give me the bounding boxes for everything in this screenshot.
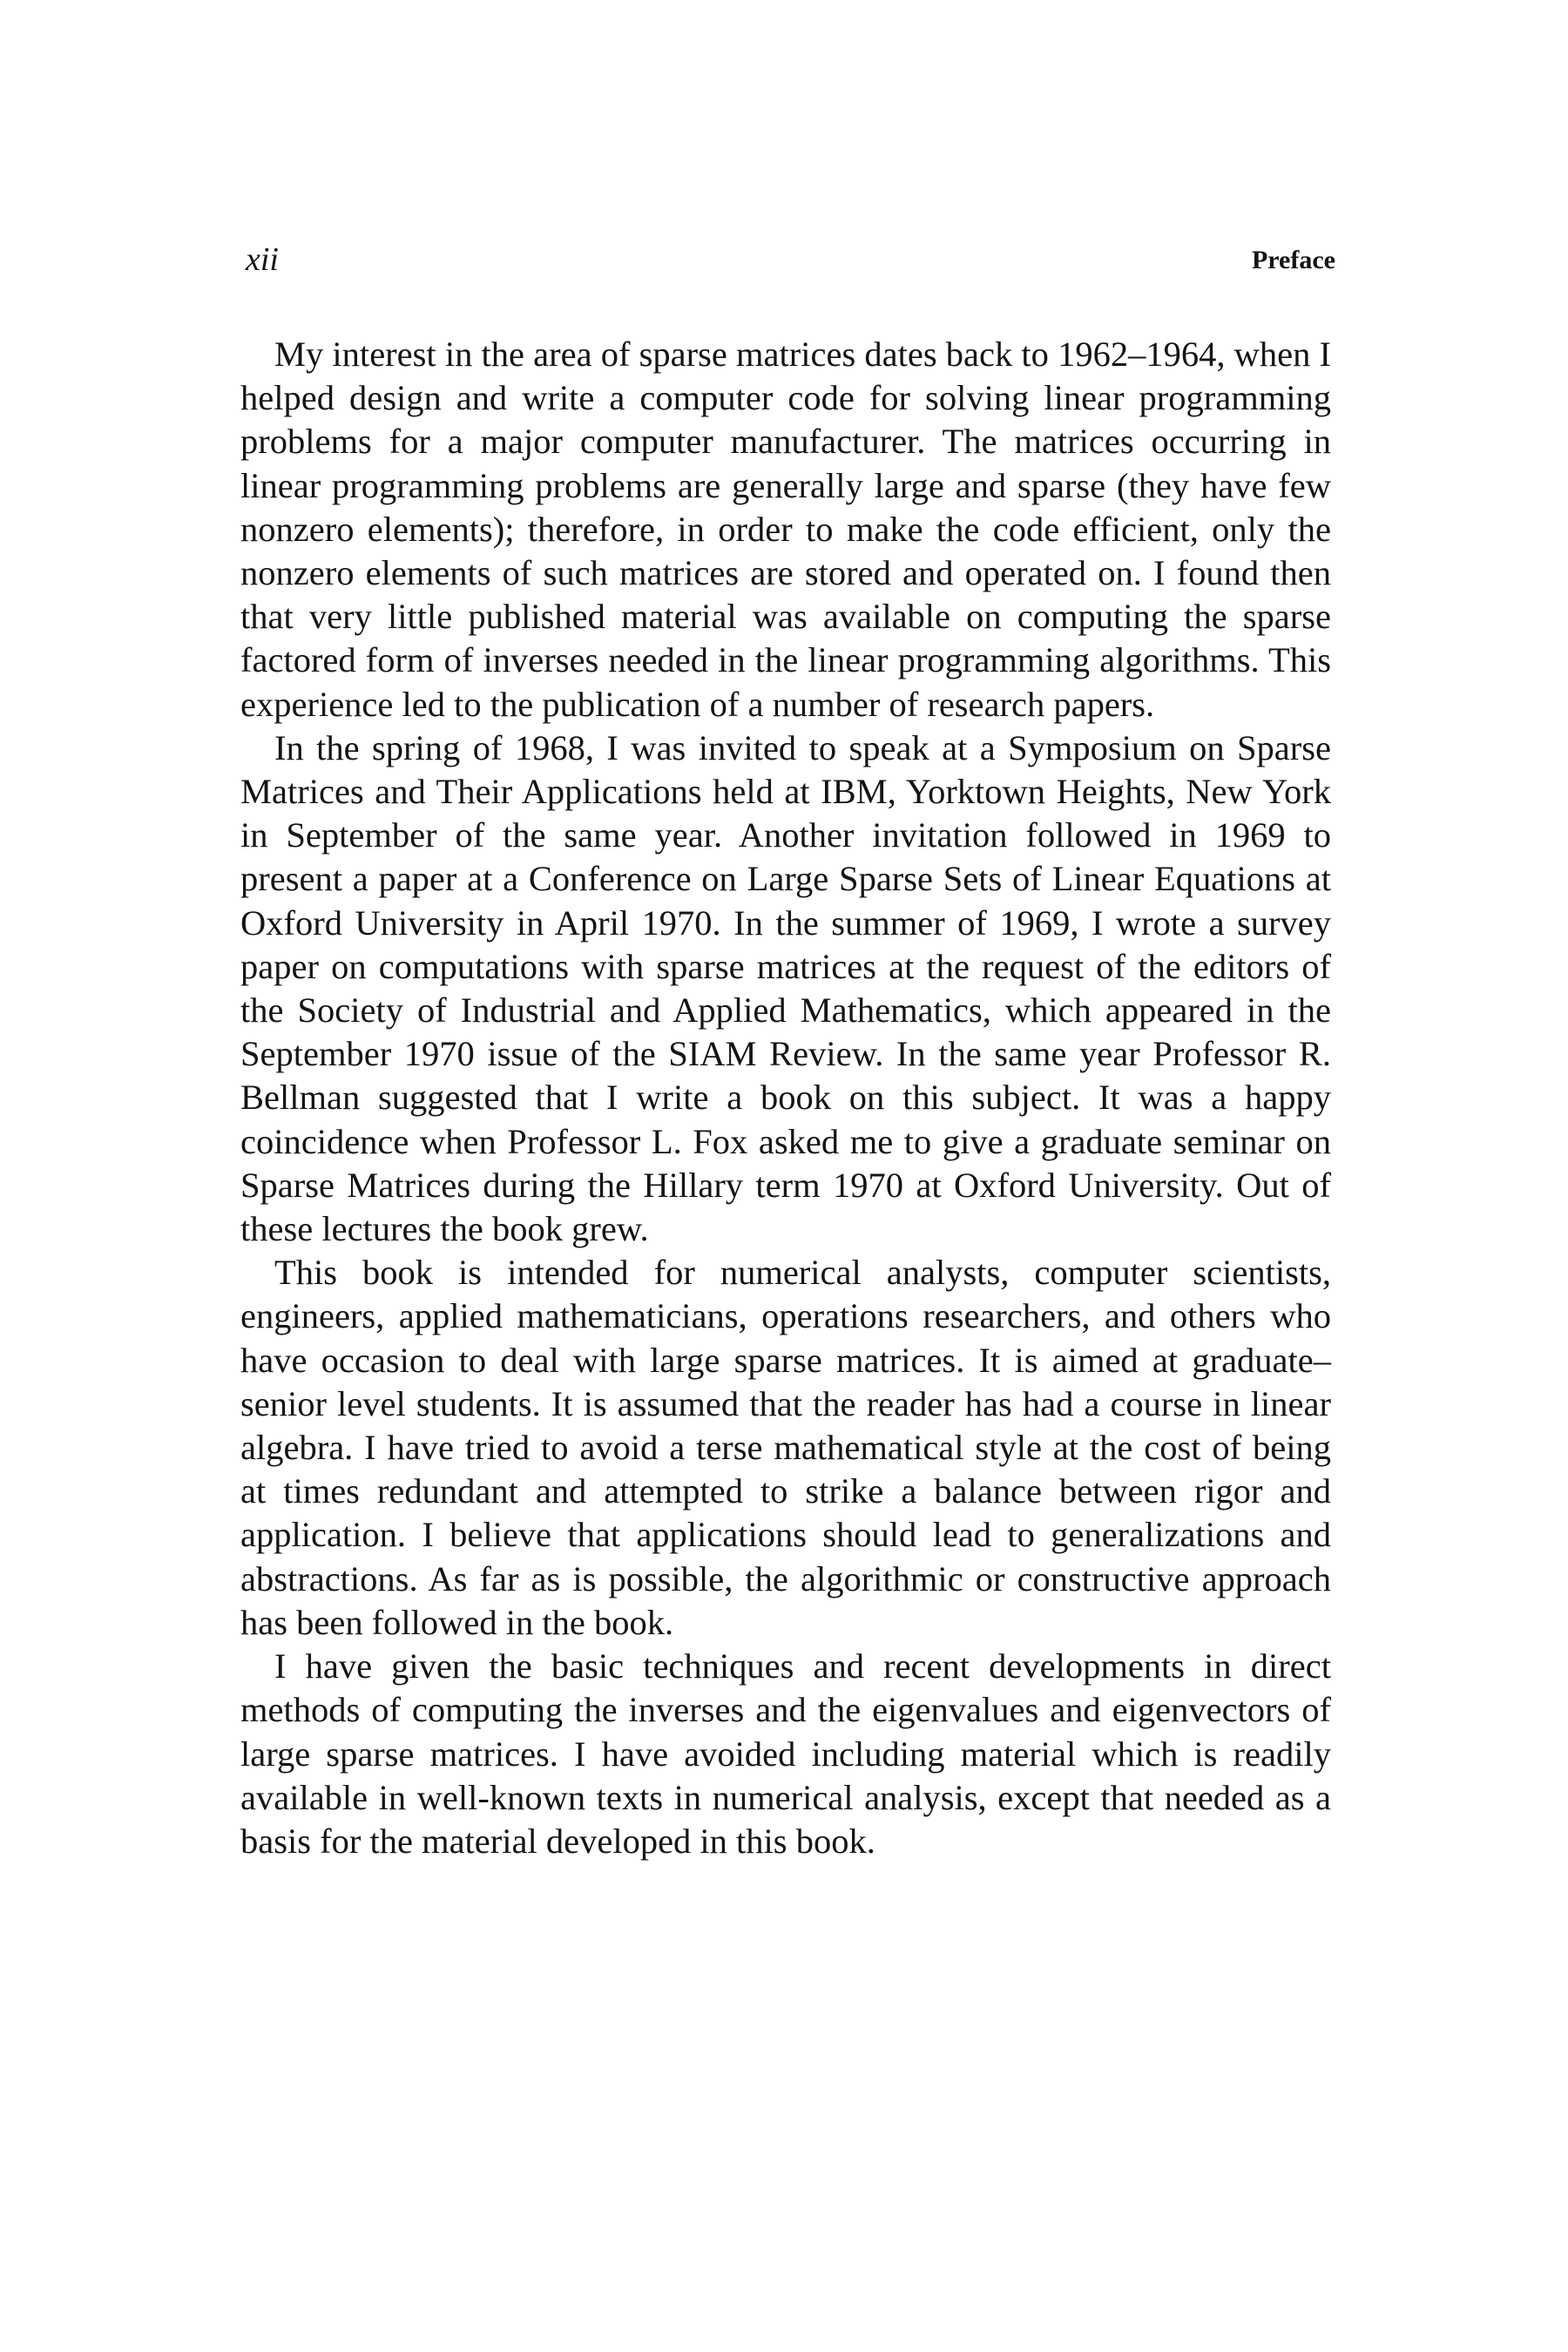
- paragraph: This book is intended for numerical analysts, computer scientists, engineers, applied mathematicians, operations researchers, and others who have occasion to deal with large sparse matrices. It is aimed at graduate–senior level students. It is assumed that the reader has had a course in linear algebra. I have tried to avoid a terse mathematical style at the cost of being at times redundant and attempted to strike a balance between rigor and application. I believe that applications should lead to generalizations and abstractions. As far as is possible, the algorithmic or constructive approach has been followed in the book.: [240, 1253, 1331, 1642]
- page-number: xii: [246, 241, 279, 278]
- paragraph: I have given the basic techniques and recent developments in direct methods of computing the inverses and the eigenvalues and eigenvectors of large sparse matrices. I have avoided including material which is readily available in well-known texts in numerical analysis, except that needed as a basis for the material developed in this book.: [240, 1646, 1331, 1861]
- running-head-title: Preface: [1251, 246, 1335, 274]
- preface-body: [240, 333, 1331, 1863]
- paragraph: My interest in the area of sparse matrices dates back to 1962–1964, when I helped design and write a computer code for solving linear programming problems for a major computer manufacturer. The matrices occurring in linear programming problems are generally large and sparse (they have few nonzero elements); therefore, in order to make the code efficient, only the nonzero elements of such matrices are stored and operated on. I found then that very little published material was available on computing the sparse factored form of inverses needed in the linear programming algorithms. This experience led to the publication of a number of research papers.: [240, 335, 1331, 724]
- paragraph: In the spring of 1968, I was invited to speak at a Symposium on Sparse Matrices and Their Applications held at IBM, Yorktown Heights, New York in September of the same year. Another invitation followed in 1969 to present a paper at a Conference on Large Sparse Sets of Linear Equations at Oxford University in April 1970. In the summer of 1969, I wrote a survey paper on computations with sparse matrices at the request of the editors of the Society of Industrial and Applied Mathematics, which appeared in the September 1970 issue of the SIAM Review. In the same year Professor R. Bellman suggested that I write a book on this subject. It was a happy coincidence when Professor L. Fox asked me to give a graduate seminar on Sparse Matrices during the Hillary term 1970 at Oxford University. Out of these lectures the book grew.: [240, 727, 1331, 1249]
